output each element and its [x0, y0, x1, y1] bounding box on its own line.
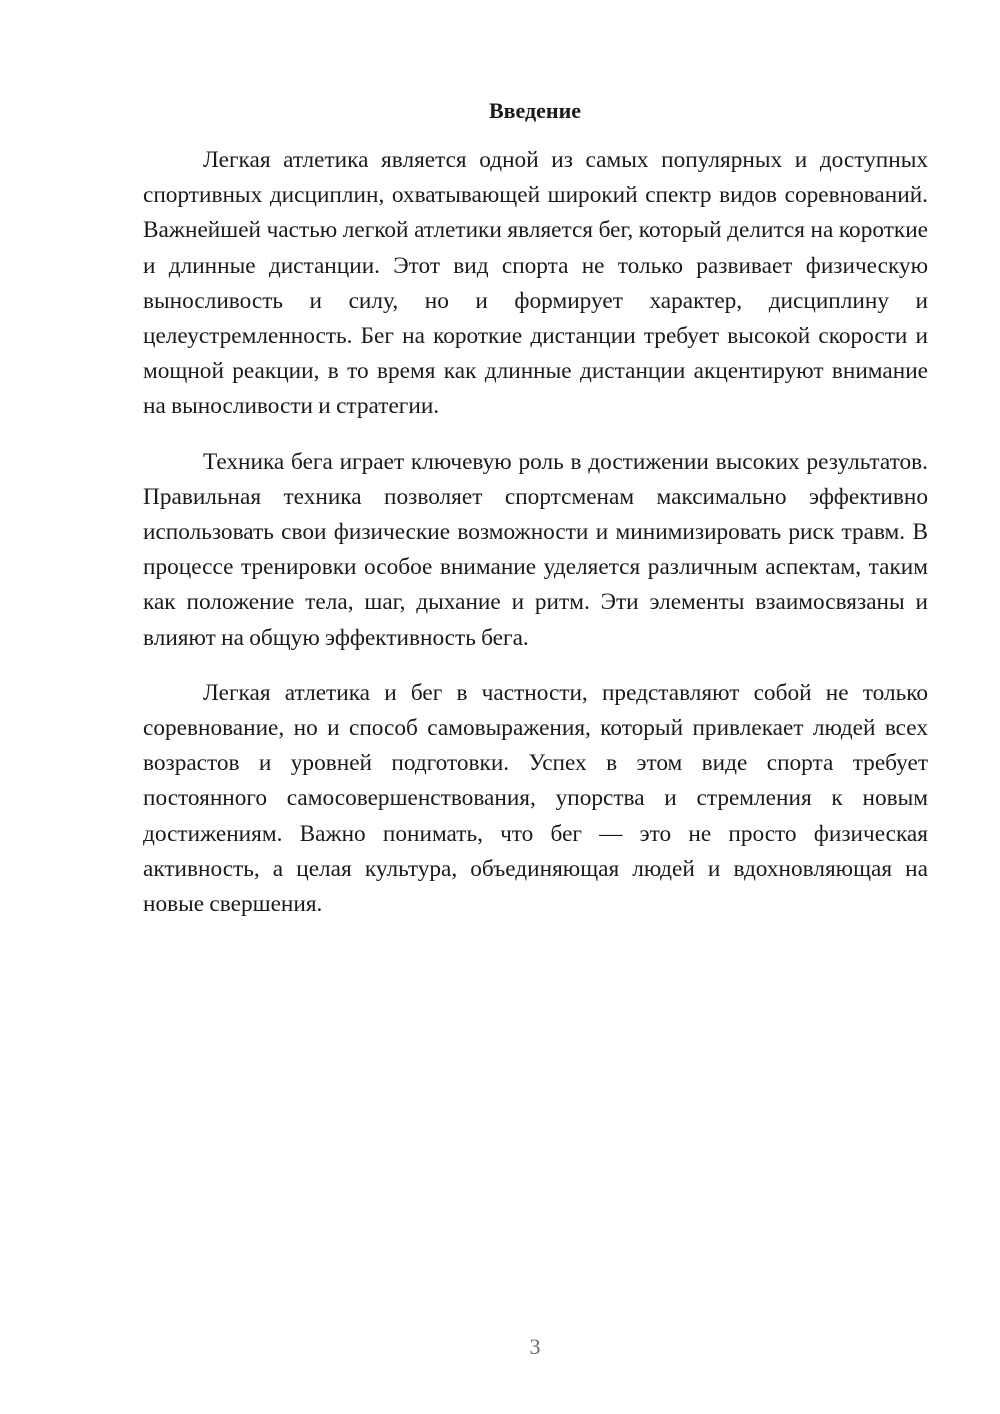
paragraph-2: Техника бега играет ключевую роль в достижении высоких результатов. Правильная техника позволяет спортсменам максимально эффективно использовать свои физические возможности и минимизировать риск травм. В процессе тренировки особое внимание уделяется различным аспектам, таким как положение тела, шаг, дыхание и ритм. Эти элементы взаимосвязаны и влияют на общую эффективность бега.	[143, 448, 928, 651]
page-number: 3	[529, 1334, 541, 1359]
page-title: Введение	[488, 98, 582, 123]
document-body	[143, 143, 928, 922]
paragraph-1: Легкая атлетика является одной из самых популярных и доступных спортивных дисциплин, охватывающей широкий спектр видов соревнований. Важнейшей частью легкой атлетики является бег, который делится на короткие и длинные дистанции. Этот вид спорта не только развивает физическую выносливость и силу, но и формирует характер, дисциплину и целеустремленность. Бег на короткие дистанции требует высокой скорости и мощной реакции, в то время как длинные дистанции акцентируют внимание на выносливости и стратегии.	[143, 147, 928, 420]
paragraph-3: Легкая атлетика и бег в частности, представляют собой не только соревнование, но и способ самовыражения, который привлекает людей всех возрастов и уровней подготовки. Успех в этом виде спорта требует постоянного самосовершенствования, упорства и стремления к новым достижениям. Важно понимать, что бег — это не просто физическая активность, а целая культура, объединяющая людей и вдохновляющая на новые свершения.	[143, 679, 928, 918]
